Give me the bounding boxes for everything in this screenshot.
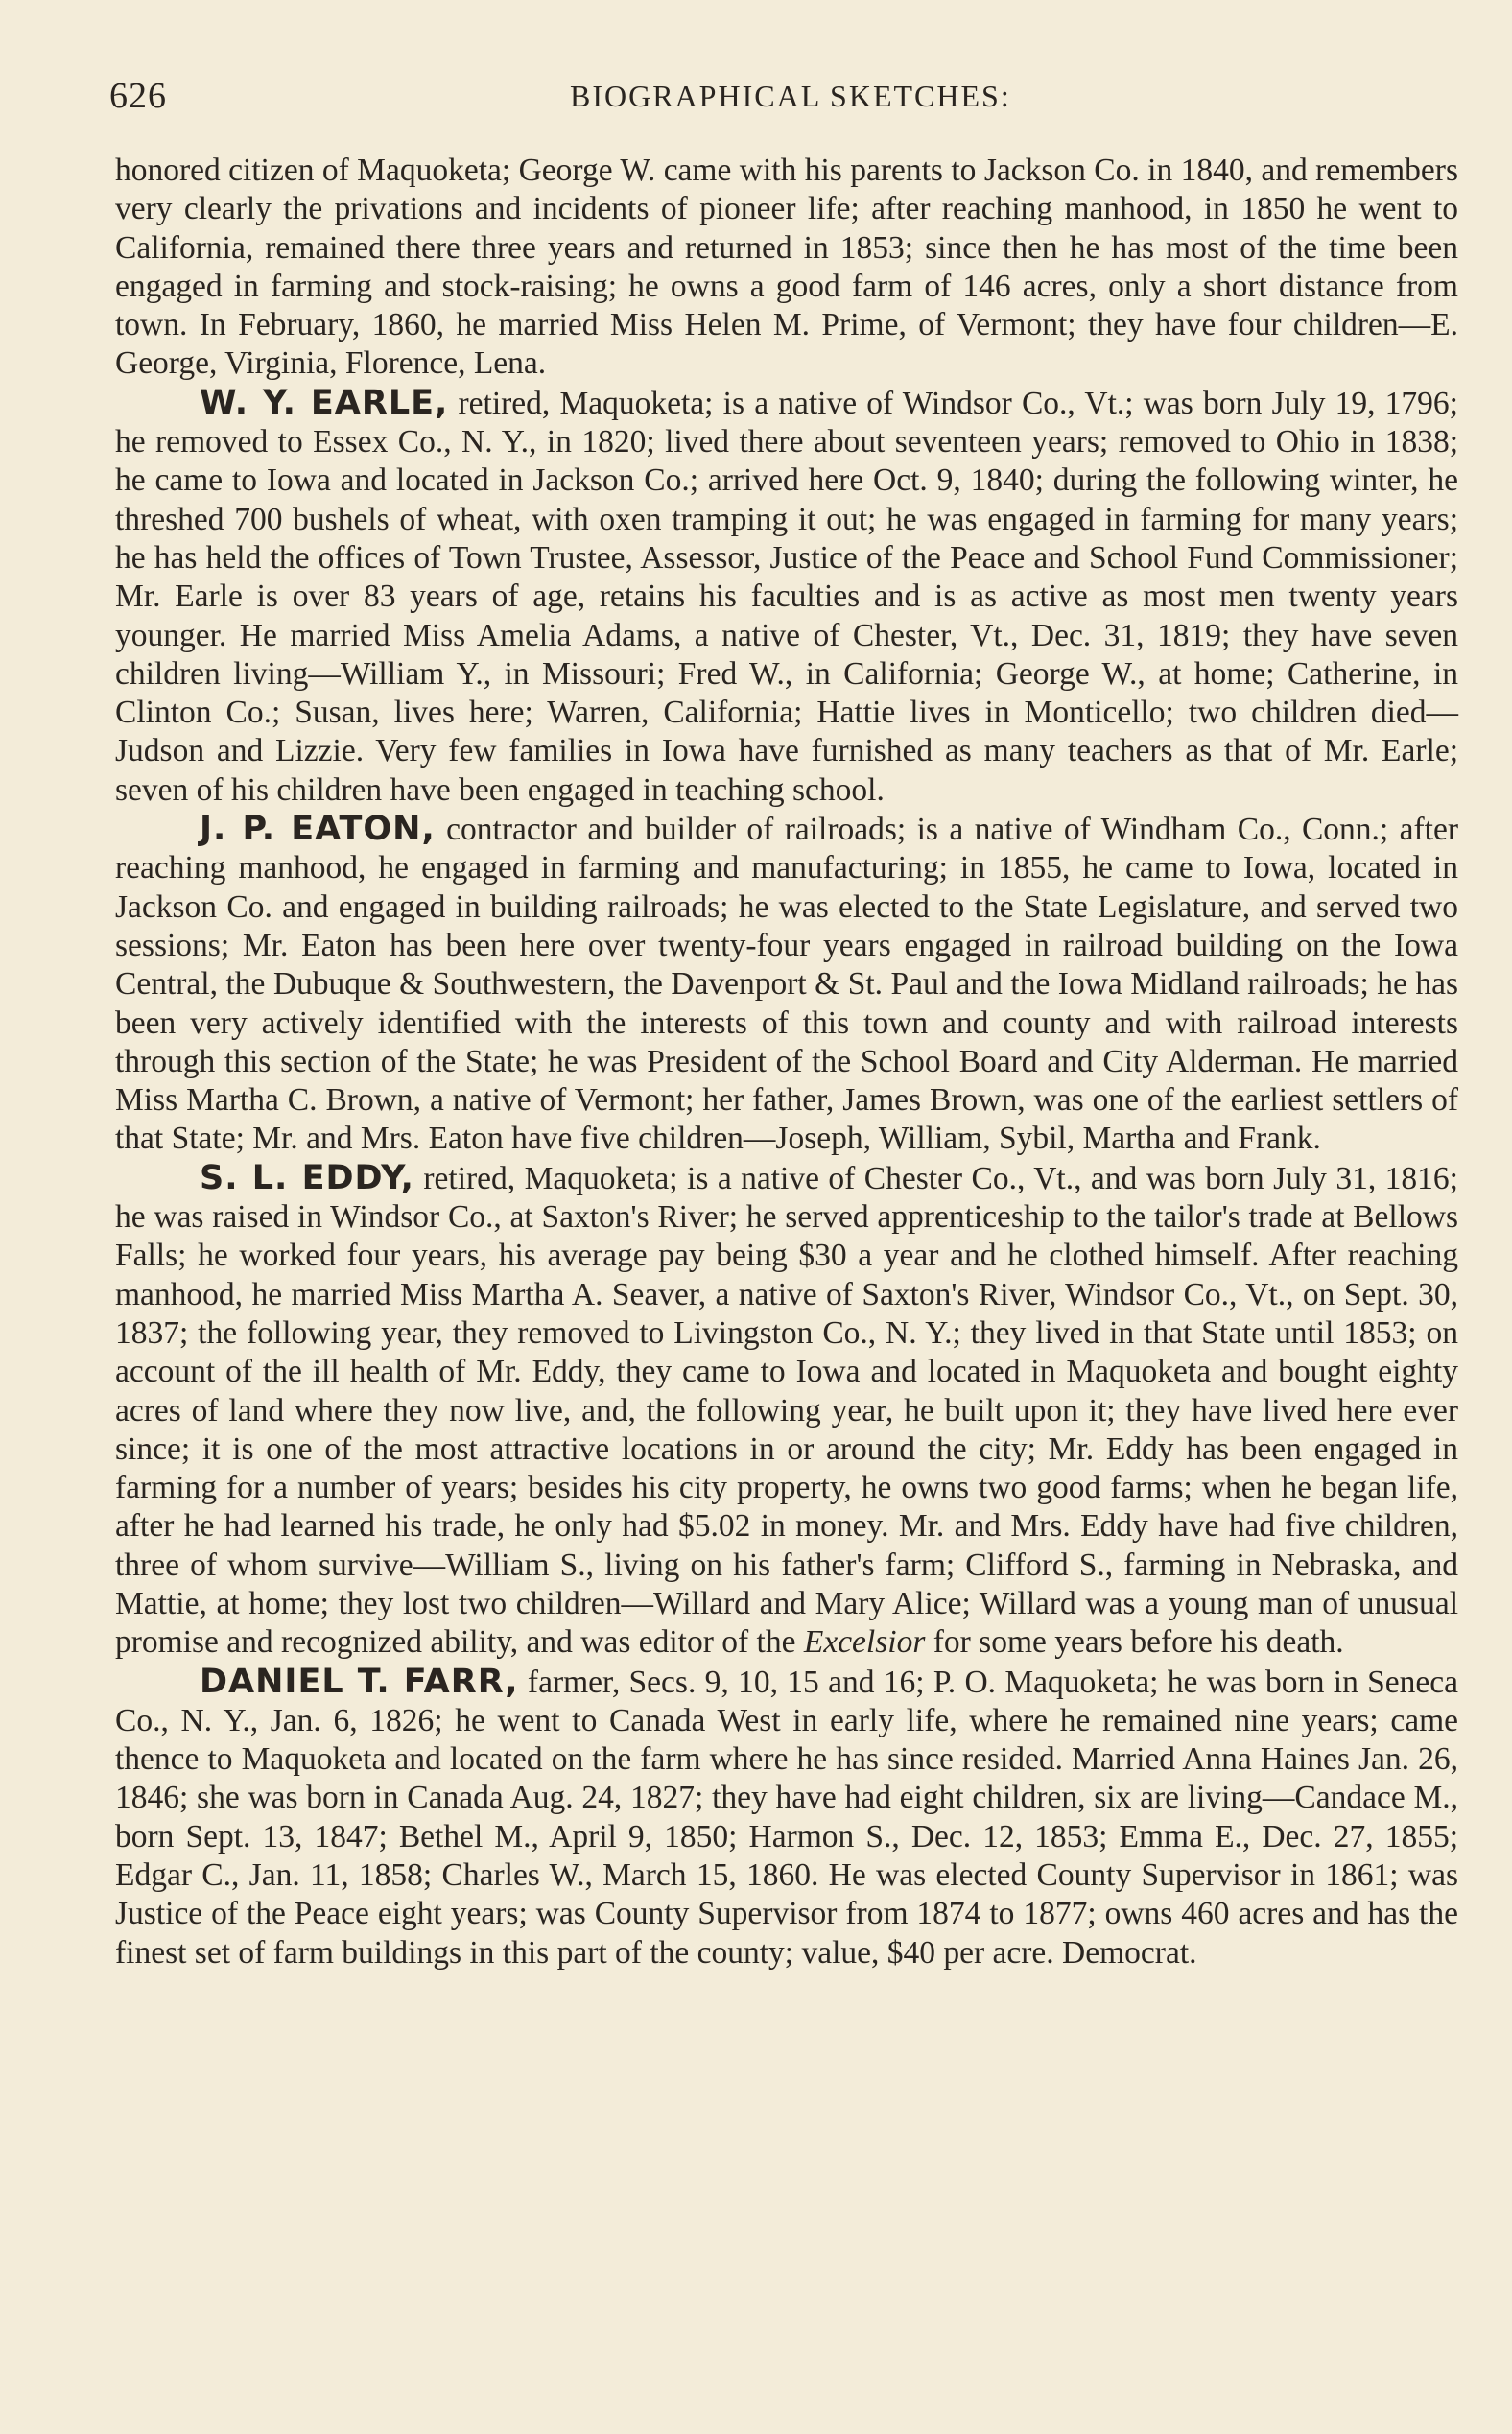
entry-text-end: for some years before his death.	[925, 1624, 1344, 1661]
text-body	[115, 152, 1458, 1973]
entry-name: DANIEL T. FARR,	[200, 1662, 519, 1701]
newspaper-title: Excelsior	[803, 1624, 926, 1661]
running-title: BIOGRAPHICAL SKETCHES:	[570, 79, 1011, 113]
entry-farr	[115, 1663, 1458, 1973]
running-head	[109, 75, 1453, 129]
entry-name: S. L. EDDY,	[200, 1158, 414, 1197]
entry-text: retired, Maquoketa; is a native of Chester Co., Vt., and was born July 31, 1816; he was raised in Windsor Co., at Saxton's River; he served apprenticeship to the tailor's trade at Bellows Falls; he worked four years, his average pay being $30 a year and he clothed himself. After reaching manhood, he married Miss Martha A. Seaver, a native of Saxton's River, Windsor Co., Vt., on Sept. 30, 1837; the following year, they removed to Livingston Co., N. Y.; they lived in that State until 1853; on account of the ill health of Mr. Eddy, they came to Iowa and located in Maquoketa and bought eighty acres of land where they now live, and, the following year, he built upon it; they have lived here ever since; it is one of the most attractive locations in or around the city; Mr. Eddy has been engaged in farming for a number of years; besides his city property, he owns two good farms; when he began life, after he had learned his trade, he only had $5.02 in money. Mr. and Mrs. Eddy have had five children, three of whom survive—William S., living on his father's farm; Clifford S., farming in Nebraska, and Mattie, at home; they lost two children—Willard and Mary Alice; Willard was a young man of unusual promise and recognized ability, and was editor of the	[115, 1160, 1458, 1661]
entry-name: W. Y. EARLE,	[200, 383, 449, 422]
entry-text: contractor and builder of railroads; is a native of Windham Co., Conn.; after reaching manhood, he engaged in farming and manufacturing; in 1855, he came to Iowa, located in Jackson Co. and engaged in building railroads; he was elected to the State Legislature, and served two sessions; Mr. Eaton has been here over twenty-four years engaged in railroad building on the Iowa Central, the Dubuque & Southwestern, the Davenport & St. Paul and the Iowa Midland railroads; he has been very actively identified with the interests of this town and county and with railroad interests through this section of the State; he was President of the School Board and City Alderman. He married Miss Martha C. Brown, a native of Vermont; her father, James Brown, was one of the earliest settlers of that State; Mr. and Mrs. Eaton have five children—Joseph, William, Sybil, Martha and Frank.	[115, 812, 1458, 1157]
entry-text: farmer, Secs. 9, 10, 15 and 16; P. O. Maquoketa; he was born in Seneca Co., N. Y., Jan. 6, 1826; he went to Canada West in early life, where he remained nine years; came thence to Maquoketa and located on the farm where he has since resided. Married Anna Haines Jan. 26, 1846; she was born in Canada Aug. 24, 1827; they have had eight children, six are living—Candace M., born Sept. 13, 1847; Bethel M., April 9, 1850; Harmon S., Dec. 12, 1853; Emma E., Dec. 27, 1855; Edgar C., Jan. 11, 1858; Charles W., March 15, 1860. He was elected County Supervisor in 1861; was Justice of the Peace eight years; was County Supervisor from 1874 to 1877; owns 460 acres and has the finest set of farm buildings in this part of the county; value, $40 per acre. Democrat.	[115, 1664, 1458, 1971]
entry-earle	[115, 384, 1458, 810]
entry-eddy	[115, 1159, 1458, 1663]
page-number: 626	[109, 76, 167, 116]
entry-name: J. P. EATON,	[200, 810, 436, 849]
entry-eaton	[115, 810, 1458, 1159]
entry-text: retired, Maquoketa; is a native of Windsor Co., Vt.; was born July 19, 1796; he removed to Essex Co., N. Y., in 1820; lived there about seventeen years; removed to Ohio in 1838; he came to Iowa and located in Jackson Co.; arrived here Oct. 9, 1840; during the following winter, he threshed 700 bushels of wheat, with oxen tramping it out; he was engaged in farming for many years; he has held the offices of Town Trustee, Assessor, Justice of the Peace and School Fund Commissioner; Mr. Earle is over 83 years of age, retains his faculties and is as active as most men twenty years younger. He married Miss Amelia Adams, a native of Chester, Vt., Dec. 31, 1819; they have seven children living—William Y., in Missouri; Fred W., in California; George W., at home; Catherine, in Clinton Co.; Susan, lives here; Warren, California; Hattie lives in Monticello; two children died—Judson and Lizzie. Very few families in Iowa have furnished as many teachers as that of Mr. Earle; seven of his children have been engaged in teaching school.	[115, 385, 1458, 808]
continuation-paragraph: honored citizen of Maquoketa; George W. came with his parents to Jackson Co. in 1840, and remembers very clearly the privations and incidents of pioneer life; after reaching manhood, in 1850 he went to California, remained there three years and returned in 1853; since then he has most of the time been engaged in farming and stock-raising; he owns a good farm of 146 acres, only a short distance from town. In February, 1860, he married Miss Helen M. Prime, of Vermont; they have four children—E. George, Virginia, Florence, Lena.	[115, 153, 1458, 382]
